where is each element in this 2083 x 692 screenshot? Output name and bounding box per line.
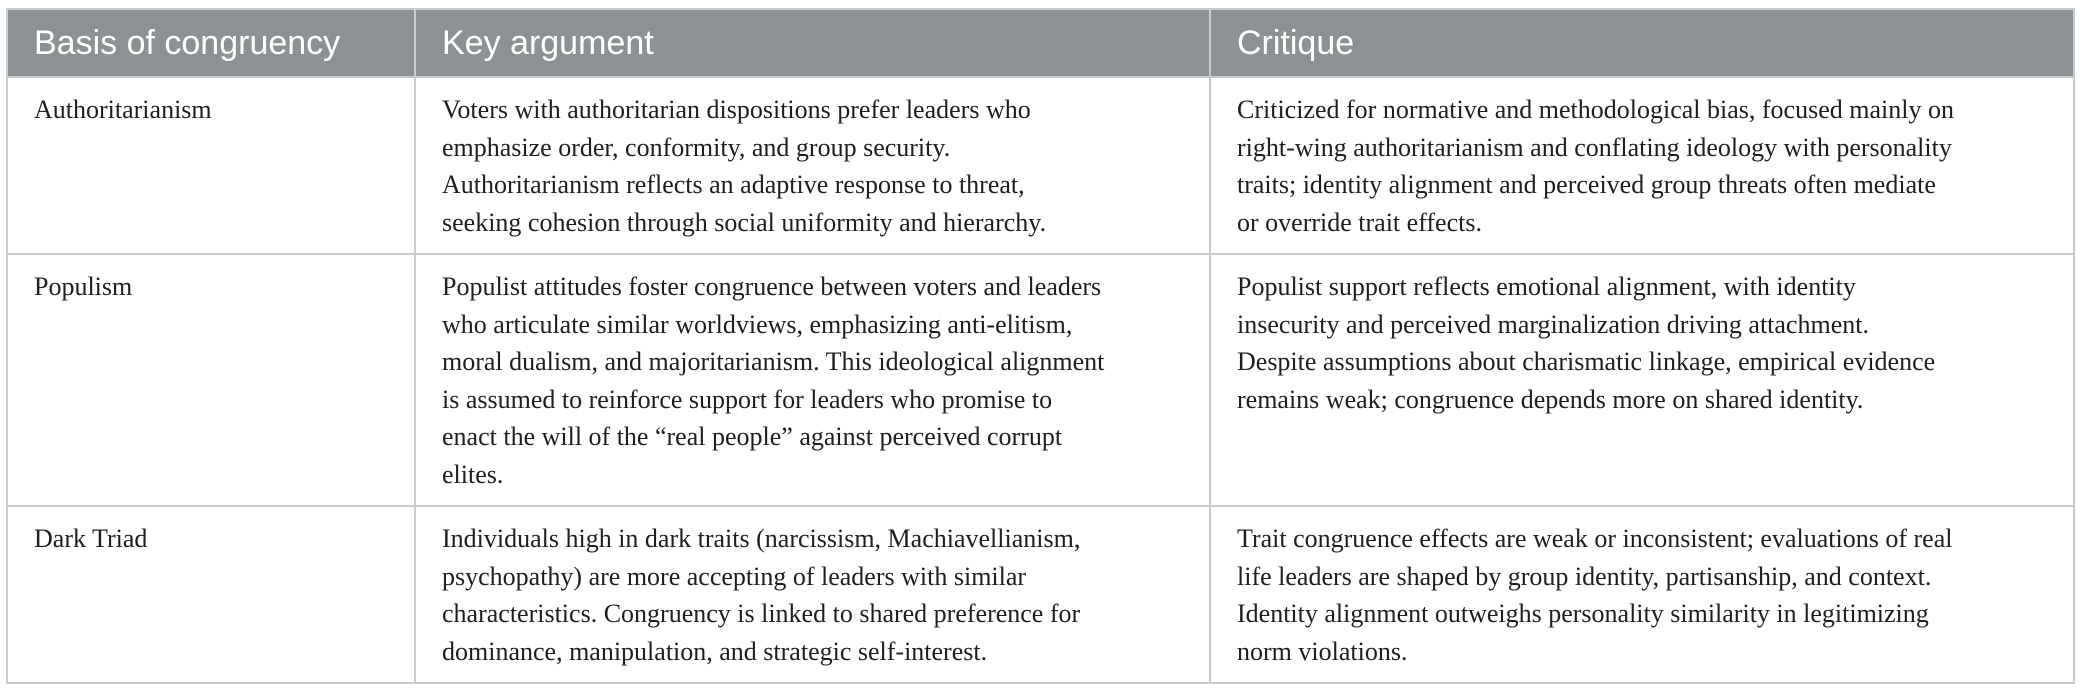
critique-cell — [1210, 254, 2073, 506]
congruency-table — [6, 8, 2075, 684]
text-line: life leaders are shaped by group identity, partisanship, and context. — [1237, 561, 1932, 591]
text-line: remains weak; congruence depends more on shared identity. — [1237, 384, 1864, 414]
text-line: enact the will of the “real people” against perceived corrupt — [442, 422, 1063, 451]
text-line: right-wing authoritarianism and conflating ideology with personality — [1237, 132, 1952, 162]
text-line: traits; identity alignment and perceived group threats often mediate — [1237, 170, 1936, 199]
text-line: psychopathy) are more accepting of leaders with similar — [442, 561, 1027, 591]
basis-cell: Populism — [8, 254, 415, 506]
congruency-table-grid — [8, 10, 2073, 682]
text-line: Despite assumptions about charismatic linkage, empirical evidence — [1237, 347, 1936, 376]
text-line: Populist support reflects emotional alignment, with identity — [1237, 272, 1856, 301]
basis-cell: Dark Triad — [8, 506, 415, 682]
text-line: Populist attitudes foster congruence between voters and leaders — [442, 272, 1102, 301]
text-line: elites. — [442, 459, 504, 489]
text-line: seeking cohesion through social uniformity and hierarchy. — [442, 207, 1047, 237]
basis-cell: Authoritarianism — [8, 77, 415, 254]
text-line: Authoritarianism reflects an adaptive response to threat, — [442, 170, 1025, 199]
key-argument-cell — [415, 77, 1210, 254]
critique-cell — [1210, 77, 2073, 254]
key-argument-cell — [415, 254, 1210, 506]
text-line: Identity alignment outweighs personality similarity in legitimizing — [1237, 599, 1929, 628]
header-key-argument: Key argument — [415, 10, 1210, 77]
text-line: or override trait effects. — [1237, 207, 1482, 237]
text-line: dominance, manipulation, and strategic self-interest. — [442, 636, 988, 666]
text-line: Trait congruence effects are weak or inconsistent; evaluations of real — [1237, 524, 1953, 553]
table-row — [8, 77, 2073, 254]
text-line: emphasize order, conformity, and group security. — [442, 132, 951, 162]
text-line: norm violations. — [1237, 636, 1408, 666]
key-argument-cell — [415, 506, 1210, 682]
text-line: insecurity and perceived marginalization driving attachment. — [1237, 309, 1869, 339]
table-row — [8, 506, 2073, 682]
table-header-row — [8, 10, 2073, 77]
header-critique: Critique — [1237, 23, 1355, 62]
text-line: who articulate similar worldviews, emphasizing anti-elitism, — [442, 309, 1073, 339]
text-line: is assumed to reinforce support for leaders who promise to — [442, 384, 1053, 414]
text-line: characteristics. Congruency is linked to shared preference for — [442, 599, 1081, 628]
text-line: Criticized for normative and methodological bias, focused mainly on — [1237, 95, 1954, 124]
table-row — [8, 254, 2073, 506]
text-line: Voters with authoritarian dispositions prefer leaders who — [442, 95, 1031, 124]
text-line: moral dualism, and majoritarianism. This ideological alignment — [442, 347, 1105, 376]
critique-cell — [1210, 506, 2073, 682]
text-line: Individuals high in dark traits (narcissism, Machiavellianism, — [442, 524, 1081, 553]
header-basis: Basis of congruency — [8, 10, 415, 77]
